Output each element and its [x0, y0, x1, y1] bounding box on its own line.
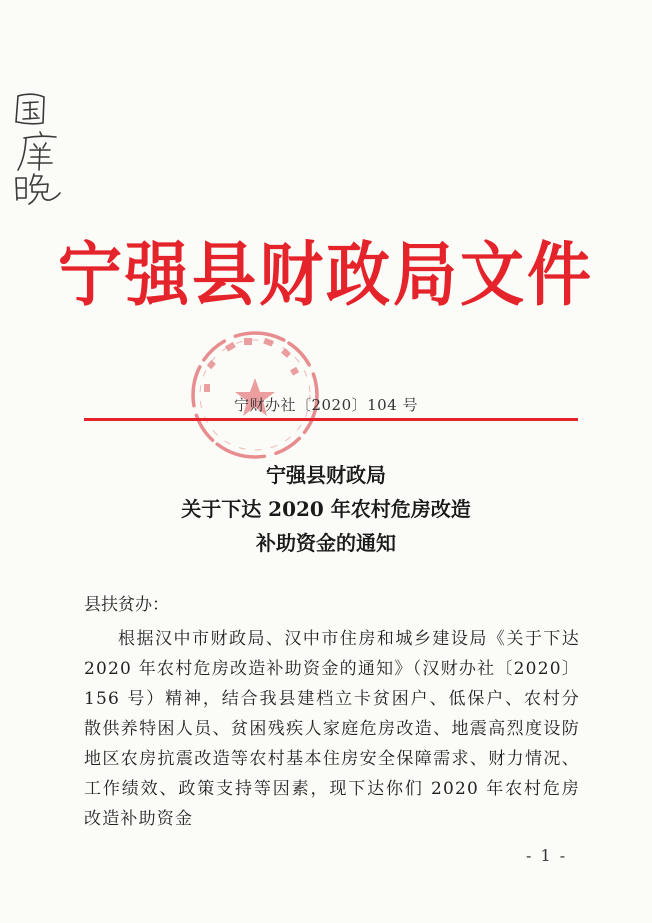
title-line-2: 关于下达 2020 年农村危房改造: [181, 497, 471, 521]
body-paragraph: 根据汉中市财政局、汉中市住房和城乡建设局《关于下达 2020 年农村危房改造补助资金的通知》（汉财办社〔2020〕156 号）精神，结合我县建档立卡贫困户、低保户、农村分散供养特困人员、贫困残疾人家庭危房改造、地震高烈度设防地区农房抗震改造等农村基本住房安全保障需求、财力情况、工作绩效、政策支持等因素，现下达你们 2020 年农村危房改造补助资金: [84, 629, 580, 829]
recipient-line: 县扶贫办：: [84, 595, 169, 615]
handwritten-note: [10, 88, 72, 206]
title-line-1: 宁强县财政局: [266, 463, 386, 487]
page-number: - 1 -: [526, 846, 568, 865]
document-number: 宁财办社〔2020〕104 号: [233, 396, 419, 414]
document-body: [84, 590, 580, 834]
notice-title: [0, 458, 652, 560]
title-line-3: 补助资金的通知: [256, 531, 396, 555]
masthead-red-rule: [84, 418, 578, 421]
masthead-title: 宁强县财政局文件: [58, 234, 594, 316]
